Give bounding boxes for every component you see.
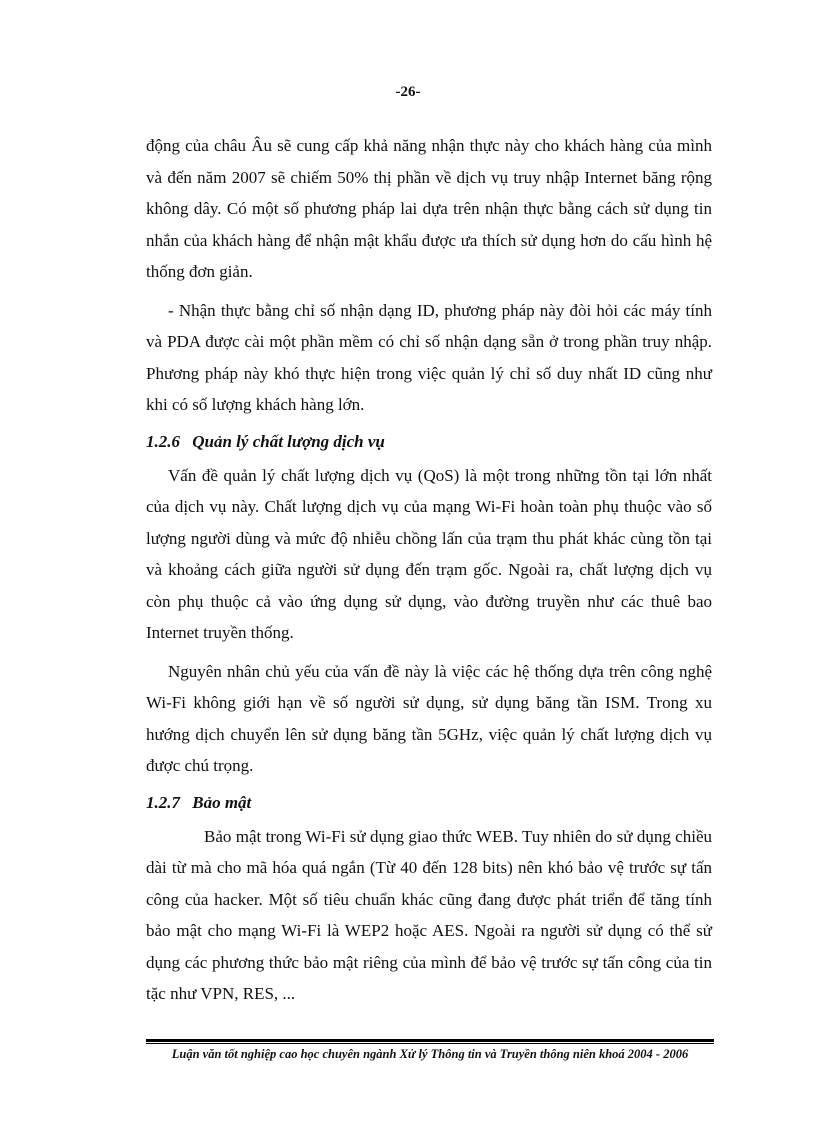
paragraph-qos-issue: Vấn đề quản lý chất lượng dịch vụ (QoS) là một trong những tồn tại lớn nhất của dịch vụ này. Chất lượng dịch vụ của mạng Wi-Fi hoàn toàn phụ thuộc vào số lượng người dùng và mức độ nhiễu chồng lấn của trạm thu phát khác cùng tồn tại và khoảng cách giữa người sử dụng đến trạm gốc. Ngoài ra, chất lượng dịch vụ còn phụ thuộc cả vào ứng dụng sử dụng, vào đường truyền như các thuê bao Internet truyền thống.	[146, 465, 712, 642]
paragraph-security: Bảo mật trong Wi-Fi sử dụng giao thức WEB. Tuy nhiên do sử dụng chiều dài từ mà cho mã hóa quá ngắn (Từ 40 đến 128 bits) nên khó bảo vệ trước sự tấn công của hacker. Một số tiêu chuẩn khác cũng đang được phát triển để tăng tính bảo mật cho mạng Wi-Fi là WEP2 hoặc AES. Ngoài ra người sử dụng có thể sử dụng các phương thức bảo mật riêng của mình để bảo vệ trước sự tấn công của tin tặc như VPN, RES, ...	[146, 826, 712, 1003]
section-number: 1.2.6	[146, 431, 180, 451]
paragraph-continuation: động của châu Âu sẽ cung cấp khả năng nhận thực này cho khách hàng của mình và đến năm 2007 sẽ chiếm 50% thị phần về dịch vụ truy nhập Internet băng rộng không dây. Có một số phương pháp lai dựa trên nhận thực bằng cách sử dụng tin nhắn của khách hàng để nhận mật khẩu được ưa thích sử dụng hơn do cấu hình hệ thống đơn giản.	[146, 136, 712, 281]
footer-rule-thick	[146, 1039, 714, 1042]
section-title: Quản lý chất lượng dịch vụ	[192, 431, 385, 451]
paragraph-qos-cause: Nguyên nhân chủ yếu của vấn đề này là việc các hệ thống dựa trên công nghệ Wi-Fi không giới hạn về số người sử dụng, sử dụng băng tần ISM. Trong xu hướng dịch chuyển lên sử dụng băng tần 5GHz, việc quản lý chất lượng dịch vụ được chú trọng.	[146, 661, 712, 775]
document-body	[146, 130, 712, 1017]
section-heading-1-2-7	[146, 789, 712, 817]
section-title: Bảo mật	[192, 792, 252, 812]
section-number: 1.2.7	[146, 792, 180, 812]
page-number: -26-	[395, 84, 421, 100]
section-heading-1-2-6	[146, 428, 712, 456]
paragraph-id-authentication: - Nhận thực bằng chỉ số nhận dạng ID, phương pháp này đòi hỏi các máy tính và PDA được cài một phần mềm có chỉ số nhận dạng sẵn ở trong phần truy nhập. Phương pháp này khó thực hiện trong việc quản lý chỉ số duy nhất ID cũng như khi có số lượng khách hàng lớn.	[146, 300, 712, 414]
footer-rule-thin	[146, 1043, 714, 1044]
footer-text: Luận văn tốt nghiệp cao học chuyên ngành Xử lý Thông tin và Truyền thông niên khoá 2004 - 2006	[171, 1047, 689, 1061]
